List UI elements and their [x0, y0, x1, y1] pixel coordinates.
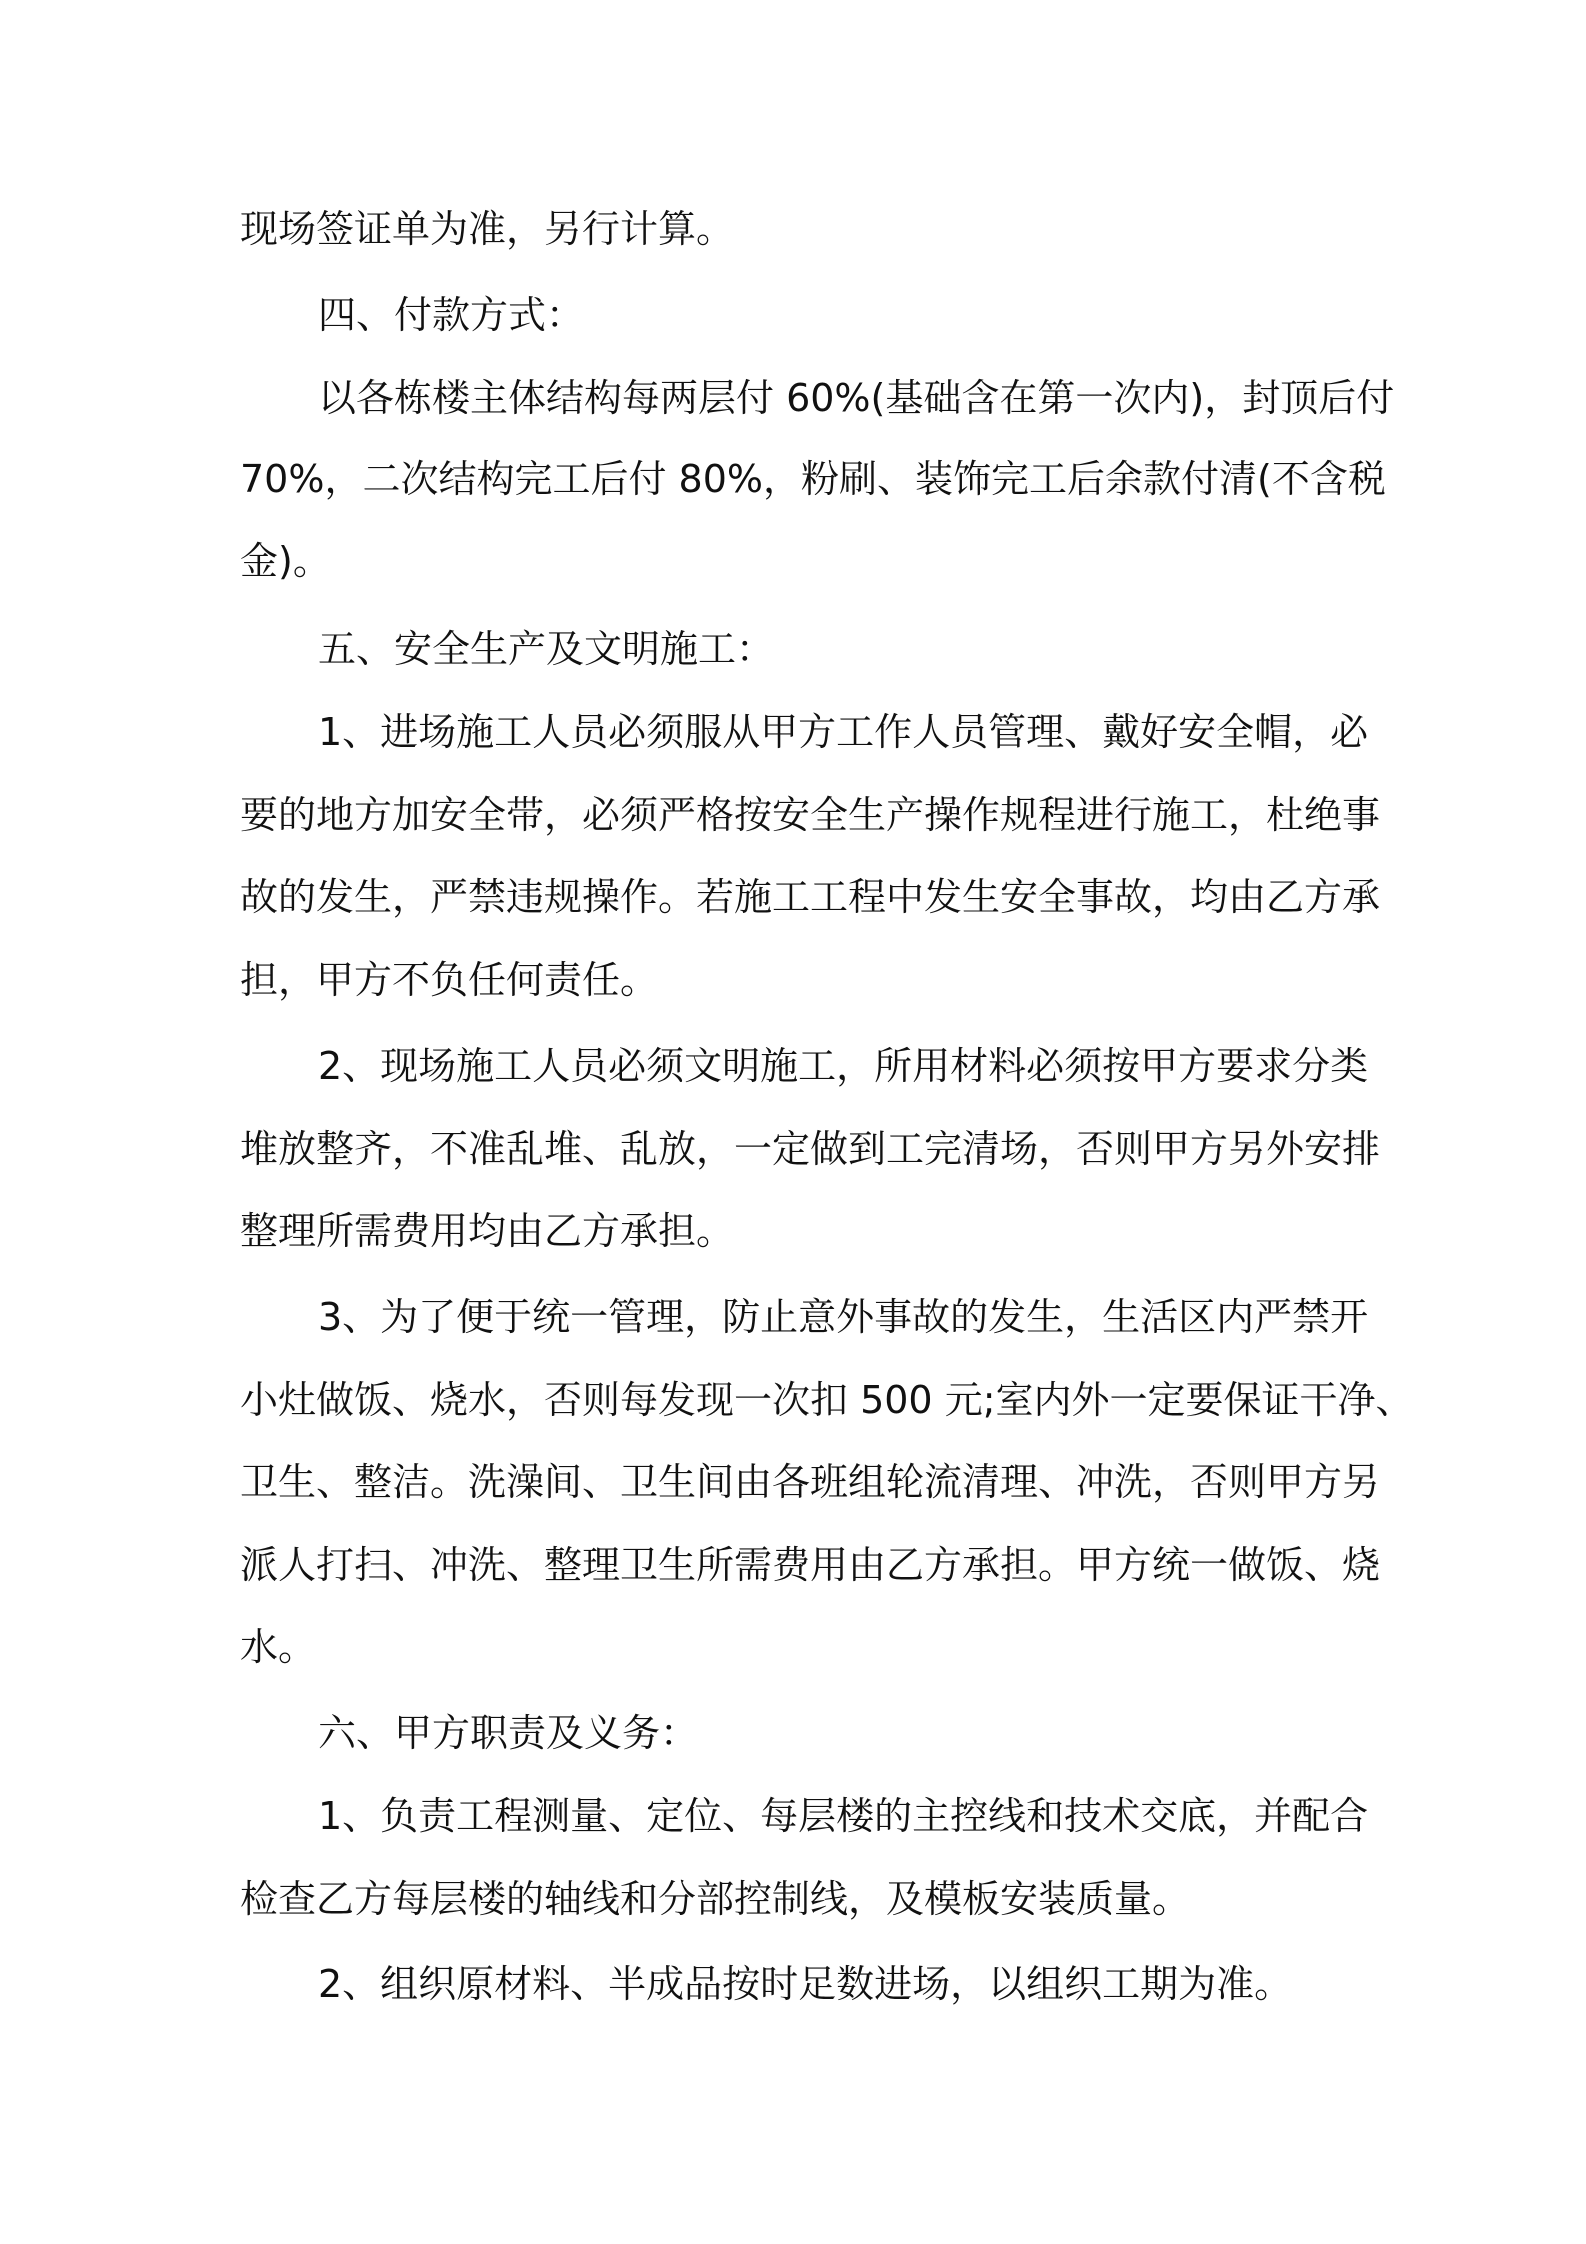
- text-line: 要的地方加安全带，必须严格按安全生产操作规程进行施工，杜绝事: [240, 793, 1381, 837]
- text-line: 小灶做饭、烧水，否则每发现一次扣 500 元;室内外一定要保证干净、: [240, 1378, 1414, 1422]
- text-line: 卫生、整洁。洗澡间、卫生间由各班组轮流清理、冲洗，否则甲方另: [240, 1460, 1381, 1504]
- text-line: 现场签证单为准，另行计算。: [240, 207, 735, 251]
- text-line: 整理所需费用均由乙方承担。: [240, 1209, 735, 1253]
- text-line: 2、现场施工人员必须文明施工，所用材料必须按甲方要求分类: [318, 1044, 1369, 1088]
- text-line: 担，甲方不负任何责任。: [240, 958, 659, 1002]
- section-heading: 五、安全生产及文明施工：: [318, 627, 775, 671]
- text-line: 水。: [240, 1625, 317, 1669]
- section-heading: 四、付款方式：: [318, 293, 585, 337]
- text-line: 1、负责工程测量、定位、每层楼的主控线和技术交底，并配合: [318, 1794, 1369, 1838]
- text-line: 1、进场施工人员必须服从甲方工作人员管理、戴好安全帽，必: [318, 710, 1369, 754]
- text-line: 3、为了便于统一管理，防止意外事故的发生，生活区内严禁开: [318, 1295, 1369, 1339]
- text-line: 以各栋楼主体结构每两层付 60%(基础含在第一次内)，封顶后付: [318, 376, 1395, 420]
- text-line: 70%，二次结构完工后付 80%，粉刷、装饰完工后余款付清(不含税: [240, 457, 1386, 501]
- section-heading: 六、甲方职责及义务：: [318, 1711, 699, 1755]
- text-line: 派人打扫、冲洗、整理卫生所需费用由乙方承担。甲方统一做饭、烧: [240, 1543, 1381, 1587]
- text-line: 2、组织原材料、半成品按时足数进场，以组织工期为准。: [318, 1962, 1293, 2006]
- text-line: 堆放整齐，不准乱堆、乱放，一定做到工完清场，否则甲方另外安排: [240, 1127, 1381, 1171]
- text-line: 故的发生，严禁违规操作。若施工工程中发生安全事故，均由乙方承: [240, 875, 1381, 919]
- text-line: 金)。: [240, 539, 331, 583]
- text-line: 检查乙方每层楼的轴线和分部控制线，及模板安装质量。: [240, 1877, 1191, 1921]
